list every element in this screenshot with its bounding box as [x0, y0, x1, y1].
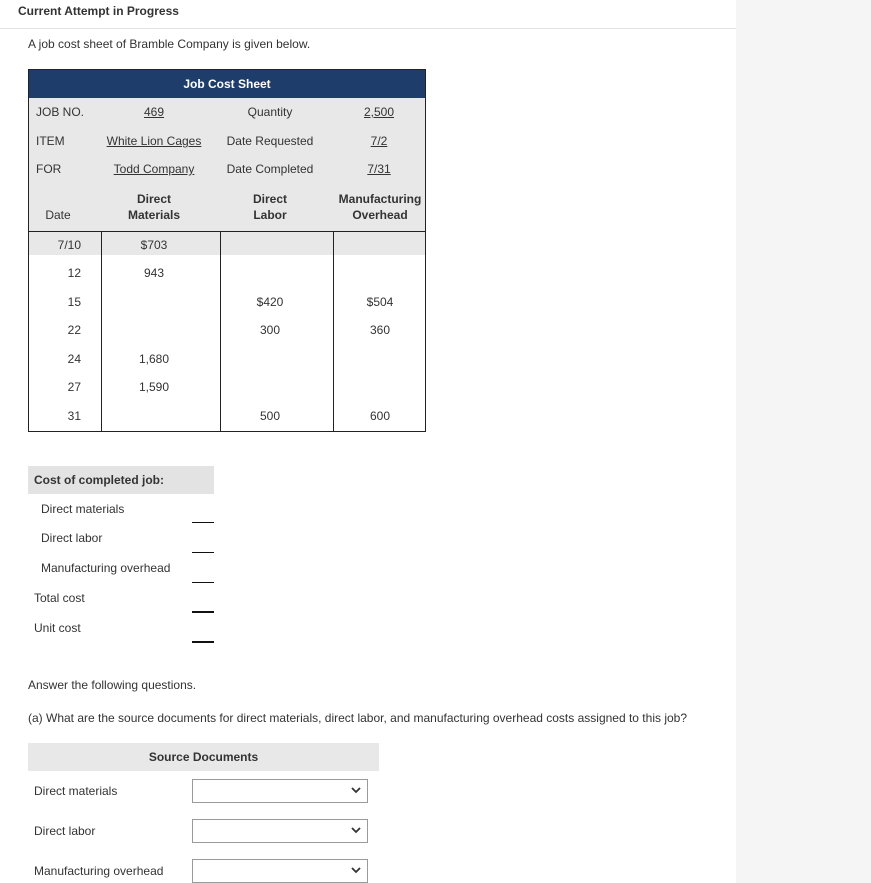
- row-dl: 300: [259, 323, 281, 337]
- row-dm: 1,590: [138, 380, 170, 394]
- row-date: 7/10: [57, 238, 81, 252]
- quantity-value: 2,500: [363, 105, 395, 119]
- header-divider: [0, 28, 736, 29]
- column-divider: [101, 231, 102, 432]
- date-requested-value: 7/2: [370, 134, 388, 148]
- row-mo: $504: [366, 295, 394, 309]
- source-documents-heading: [28, 743, 379, 771]
- for-value: Todd Company: [113, 162, 195, 176]
- row-dl: $420: [256, 295, 284, 309]
- unit-cost-answer-blank[interactable]: [192, 641, 214, 643]
- item-value: White Lion Cages: [106, 134, 202, 148]
- direct-materials-source-select[interactable]: [192, 779, 368, 803]
- col-header-mo-2: Overhead: [352, 208, 408, 222]
- cost-unit-label: Unit cost: [34, 621, 81, 635]
- col-header-dm-2: Materials: [127, 208, 181, 222]
- job-no-label: JOB NO.: [36, 105, 85, 119]
- intro-text: A job cost sheet of Bramble Company is given below.: [28, 37, 311, 51]
- row-date: 22: [67, 323, 81, 337]
- manufacturing-overhead-source-select[interactable]: [192, 859, 368, 883]
- cost-total-label: Total cost: [34, 591, 85, 605]
- chevron-down-icon: [350, 864, 362, 876]
- direct-materials-answer-blank[interactable]: [192, 522, 214, 523]
- src-direct-materials-label: Direct materials: [34, 784, 118, 798]
- questions-instruction: Answer the following questions.: [28, 678, 197, 692]
- quantity-label: Quantity: [247, 105, 293, 119]
- date-requested-label: Date Requested: [226, 134, 314, 148]
- col-header-dl-1: Direct: [252, 192, 287, 206]
- row-date: 27: [67, 380, 81, 394]
- total-cost-answer-blank[interactable]: [192, 611, 214, 613]
- chevron-down-icon: [350, 824, 362, 836]
- row-date: 15: [67, 295, 81, 309]
- chevron-down-icon: [350, 784, 362, 796]
- row-date: 12: [67, 266, 81, 280]
- date-completed-value: 7/31: [367, 162, 391, 176]
- row-mo: 600: [369, 409, 391, 423]
- src-manufacturing-overhead-label: Manufacturing overhead: [34, 864, 164, 878]
- job-cost-sheet-title: Job Cost Sheet: [29, 70, 425, 98]
- row-dm: 1,680: [138, 352, 170, 366]
- date-completed-label: Date Completed: [226, 162, 314, 176]
- col-header-dm-1: Direct: [136, 192, 171, 206]
- row-dm: 943: [143, 266, 165, 280]
- attempt-status: Current Attempt in Progress: [18, 4, 179, 18]
- col-header-dl-2: Labor: [253, 208, 287, 222]
- col-header-mo-1: Manufacturing: [338, 192, 422, 206]
- source-documents-heading-text: Source Documents: [148, 750, 259, 764]
- cost-summary-heading-text: Cost of completed job:: [34, 473, 164, 487]
- cost-summary-heading: [28, 466, 214, 494]
- row-date: 31: [67, 409, 81, 423]
- item-label: ITEM: [36, 134, 65, 148]
- for-label: FOR: [36, 162, 62, 176]
- row-dm: $703: [140, 238, 168, 252]
- question-a: (a) What are the source documents for direct materials, direct labor, and manufacturing overhead costs assigned to this job?: [28, 711, 688, 725]
- row-dl: 500: [259, 409, 281, 423]
- cost-manufacturing-overhead-label: Manufacturing overhead: [41, 561, 171, 575]
- direct-labor-source-select[interactable]: [192, 819, 368, 843]
- row-date: 24: [67, 352, 81, 366]
- manufacturing-overhead-answer-blank[interactable]: [192, 582, 214, 583]
- cost-direct-materials-label: Direct materials: [41, 502, 125, 516]
- col-header-date: Date: [45, 208, 71, 222]
- right-gutter: [736, 0, 871, 883]
- job-no-value: 469: [143, 105, 165, 119]
- src-direct-labor-label: Direct labor: [34, 824, 96, 838]
- job-cost-sheet: [28, 69, 426, 432]
- header-rule: [29, 231, 425, 232]
- cost-direct-labor-label: Direct labor: [41, 531, 103, 545]
- direct-labor-answer-blank[interactable]: [192, 552, 214, 553]
- row-mo: 360: [369, 323, 391, 337]
